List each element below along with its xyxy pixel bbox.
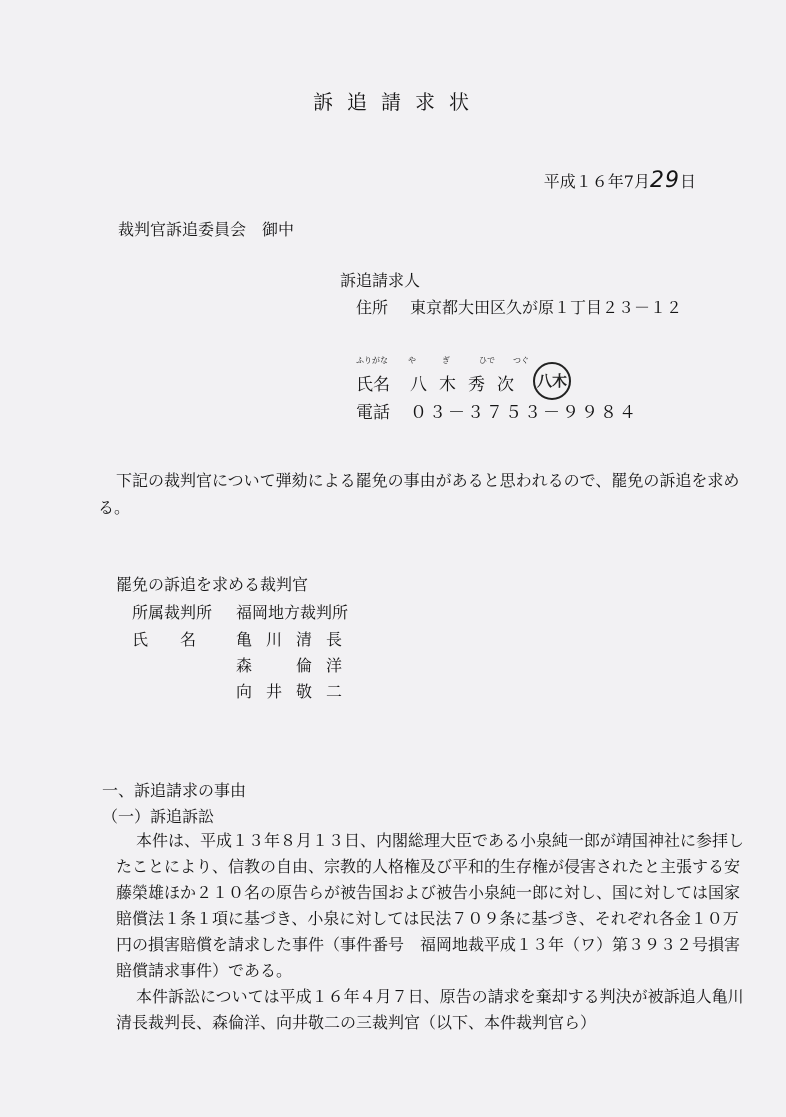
judge-name: 森 倫洋 [236, 656, 357, 675]
seal-stamp: 八木 [533, 362, 571, 400]
body-paragraph: 本件は、平成１３年８月１３日、内閣総理大臣である小泉純一郎が靖国神社に参拝したことにより、信教の自由、宗教的人格権及び平和的生存権が侵害されたと主張する安藤榮雄ほか２１０名の原告らが被告国および被告小泉純一郎に対し、国に対しては国家賠償法１条１項に基づき、小泉に対しては民法７０９条に基づき、それぞれ各金１０万円の損害賠償を請求した事件（事件番号 福岡地裁平成１３年（ワ）第３９３２号損害賠償請求事件）である。 [116, 831, 745, 980]
name-value: 八木秀次 [410, 375, 526, 395]
judge-row [132, 653, 356, 676]
furigana-ya: や [408, 356, 416, 365]
judge-row [132, 679, 356, 702]
tel-value: ０３－３７５３－９９８４ [410, 403, 638, 423]
furigana-tsugu: つぐ [513, 356, 529, 365]
intro-paragraph: 下記の裁判官について弾劾による罷免の事由があると思われるので、罷免の訴追を求める。 [98, 471, 740, 517]
document-date [544, 168, 696, 193]
furigana-label: ふりがな [356, 356, 388, 365]
court-value: 福岡地方裁判所 [236, 603, 349, 622]
body-paragraph: 本件訴訟については平成１６年４月７日、原告の請求を棄却する判決が被訴追人亀川清長裁判長、森倫洋、向井敬二の三裁判官（以下、本件裁判官ら） [116, 987, 744, 1032]
furigana-hide: ひで [479, 356, 495, 365]
judge-row [132, 627, 356, 650]
judge-name: 向井敬二 [236, 682, 357, 701]
petitioner-label: 訴追請求人 [340, 271, 421, 290]
judge-name: 亀川清長 [236, 630, 357, 649]
judges-heading: 罷免の訴追を求める裁判官 [116, 575, 309, 594]
date-day: 29 [649, 168, 680, 193]
address-label: 住所 [356, 298, 389, 317]
court-label: 所属裁判所 [132, 603, 213, 622]
court-row [132, 600, 348, 623]
document-title: 訴追請求状 [313, 90, 483, 114]
furigana-gi: ぎ [442, 356, 450, 365]
section-heading: 一、訴追請求の事由 [102, 781, 247, 800]
date-prefix: 平成１６年7月 [543, 172, 650, 191]
address-value: 東京都大田区久が原１丁目２３－１２ [410, 298, 683, 317]
date-suffix: 日 [679, 172, 696, 191]
subsection-heading: （一）訴追訴訟 [102, 807, 215, 826]
addressee: 裁判官訴追委員会 御中 [118, 220, 295, 239]
petitioner-address [356, 295, 682, 318]
section-body [116, 828, 744, 1036]
judge-name-label: 氏名 [132, 630, 229, 649]
petitioner-name [356, 370, 526, 395]
tel-label: 電話 [356, 403, 390, 423]
petitioner-tel [356, 398, 638, 423]
name-label: 氏名 [356, 375, 390, 395]
